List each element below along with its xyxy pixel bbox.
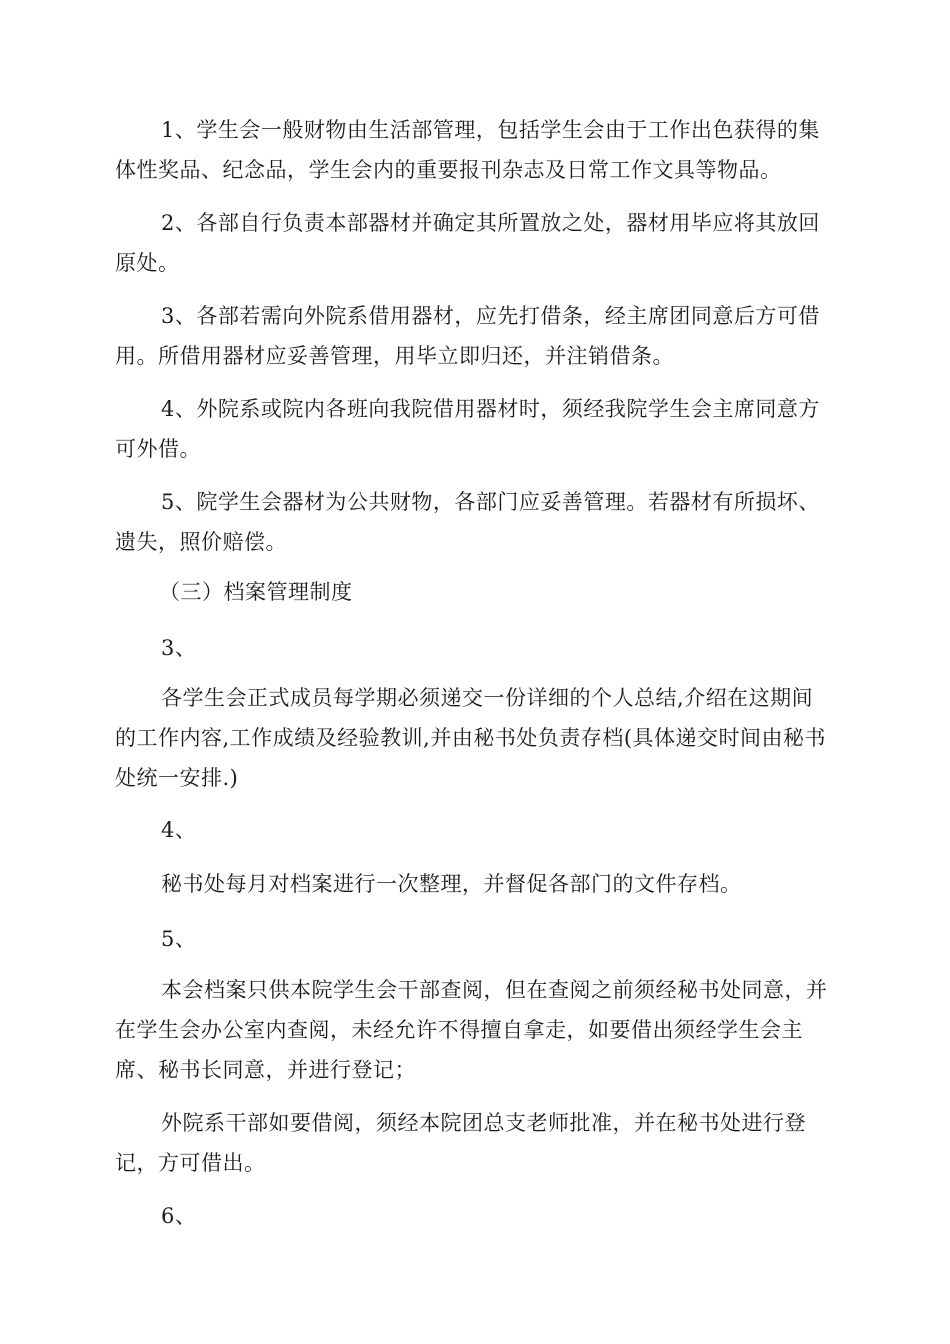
paragraph-item-4: 4、外院系或院内各班向我院借用器材时，须经我院学生会主席同意方可外借。 [115,397,820,461]
paragraph-item-2: 2、各部自行负责本部器材并确定其所置放之处，器材用毕应将其放回原处。 [115,211,820,275]
item-number-6: 6、 [161,1204,197,1228]
paragraph-external-borrow: 外院系干部如要借阅，须经本院团总支老师批准，并在秘书处进行登记，方可借出。 [115,1111,806,1175]
paragraph-monthly-archive: 秘书处每月对档案进行一次整理，并督促各部门的文件存档。 [161,872,742,896]
paragraph-item-5: 5、院学生会器材为公共财物，各部门应妥善管理。若器材有所损坏、遗失，照价赔偿。 [115,490,820,554]
item-number-3: 3、 [161,636,197,660]
section-heading-archive: （三）档案管理制度 [159,580,353,604]
paragraph-personal-summary: 各学生会正式成员每学期必须递交一份详细的个人总结,介绍在这期间的工作内容,工作成绩及经验教训,并由秘书处负责存档(具体递交时间由秘书处统一安排.) [115,686,827,790]
paragraph-item-1: 1、学生会一般财物由生活部管理，包括学生会由于工作出色获得的集体性奖品、纪念品，学生会内的重要报刊杂志及日常工作文具等物品。 [115,118,820,182]
paragraph-archive-access: 本会档案只供本院学生会干部查阅，但在查阅之前须经秘书处同意，并在学生会办公室内查阅，未经允许不得擅自拿走，如要借出须经学生会主席、秘书长同意，并进行登记； [115,978,828,1082]
paragraph-item-3: 3、各部若需向外院系借用器材，应先打借条，经主席团同意后方可借用。所借用器材应妥善管理，用毕立即归还，并注销借条。 [115,304,820,368]
item-number-4: 4、 [161,818,197,842]
item-number-5: 5、 [161,927,197,951]
